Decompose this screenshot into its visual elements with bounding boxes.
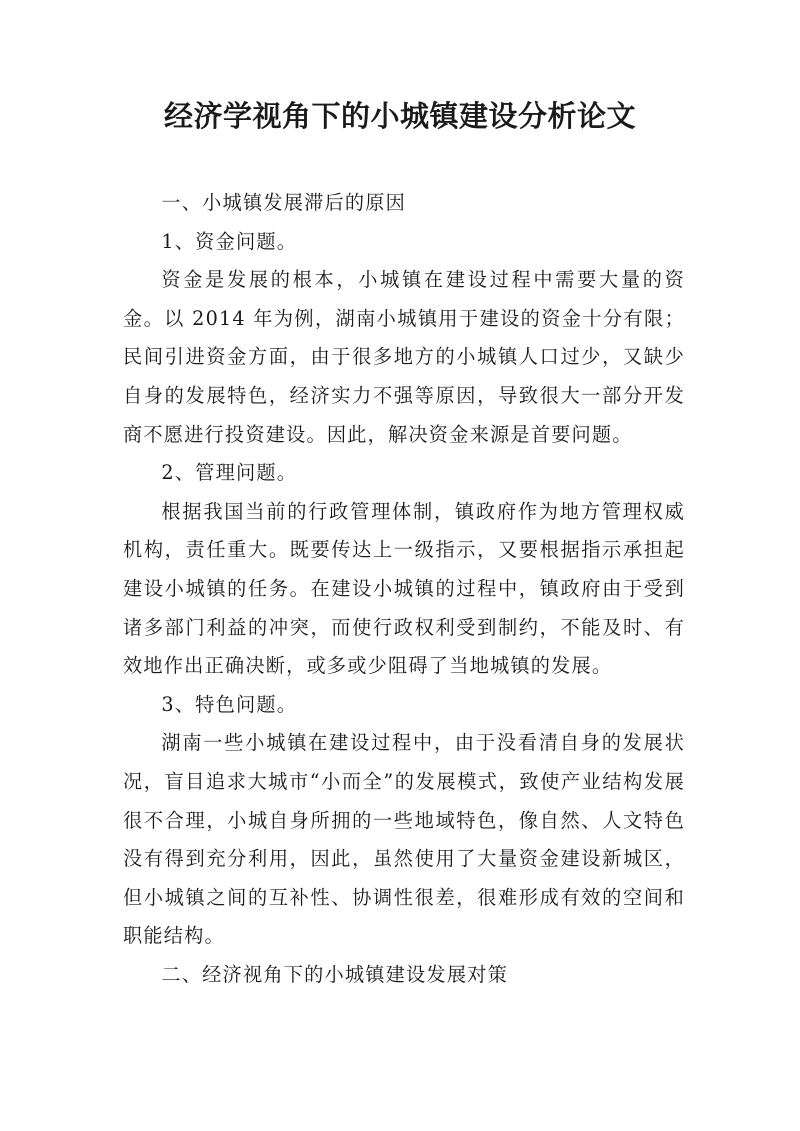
paragraph-funding: 资金是发展的根本，小城镇在建设过程中需要大量的资金。以 2014 年为例，湖南小城镇用于建设的资金十分有限；民间引进资金方面，由于很多地方的小城镇人口过少，又缺少自身的发展特色，经济实力不强等原因，导致很大一部分开发商不愿进行投资建设。因此，解决资金来源是首要问题。 — [123, 268, 685, 446]
subheading-funding: 1、资金问题。 — [161, 229, 298, 253]
subheading-management: 2、管理问题。 — [161, 461, 298, 485]
document-body — [123, 184, 685, 994]
paragraph-features: 湖南一些小城镇在建设过程中，由于没看清自身的发展状况，盲目追求大城市“小而全”的发展模式，致使产业结构发展很不合理，小城自身所拥的一些地域特色，像自然、人文特色没有得到充分利用，因此，虽然使用了大量资金建设新城区，但小城镇之间的互补性、协调性很差，很难形成有效的空间和职能结构。 — [123, 731, 685, 948]
paragraph-management: 根据我国当前的行政管理体制，镇政府作为地方管理权威机构，责任重大。既要传达上一级指示，又要根据指示承担起建设小城镇的任务。在建设小城镇的过程中，镇政府由于受到诸多部门利益的冲突，而使行政权利受到制约，不能及时、有效地作出正确决断，或多或少阻碍了当地城镇的发展。 — [123, 499, 685, 678]
section-heading-1: 一、小城镇发展滞后的原因 — [161, 191, 407, 214]
document-title: 经济学视角下的小城镇建设分析论文 — [163, 99, 636, 133]
section-heading-2: 二、经济视角下的小城镇建设发展对策 — [161, 962, 508, 986]
subheading-features: 3、特色问题。 — [161, 692, 298, 716]
